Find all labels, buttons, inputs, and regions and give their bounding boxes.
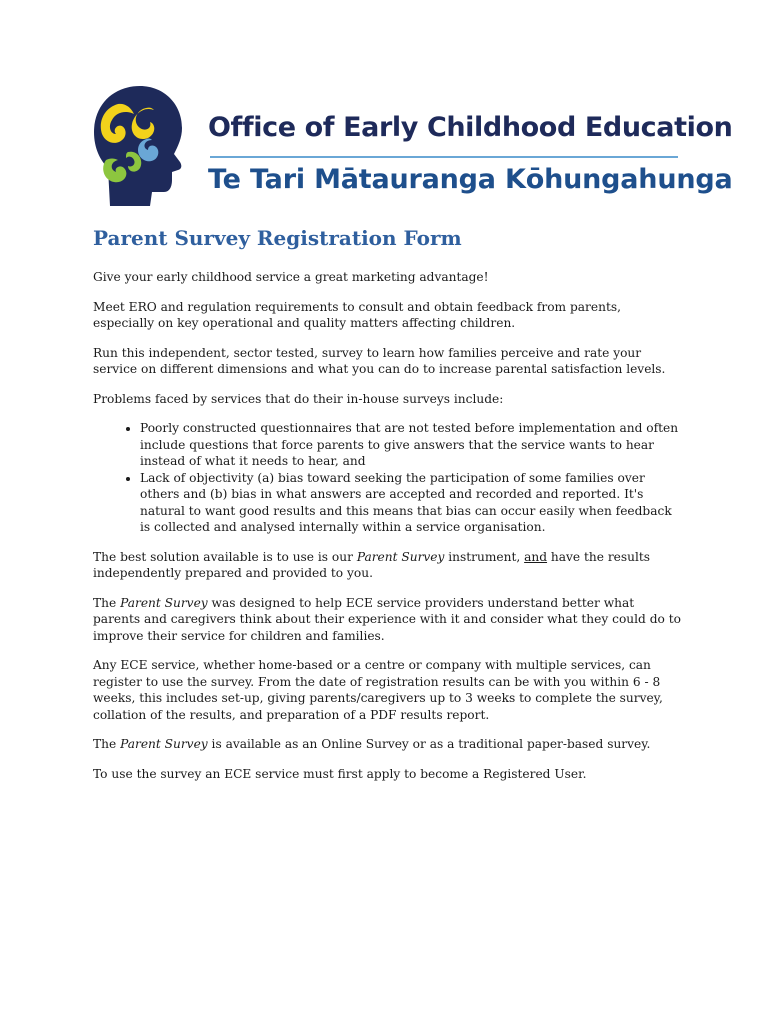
paragraph-designed — [93, 595, 683, 645]
list-item: • Lack of objectivity (a) bias toward seeking the participation of some families over others and (b) bias in what answers are accepted and recorded and reported. It's natural to want good results and this means that bias can occur easily when feedback is collected and analysed internally within a service organisation. — [140, 470, 683, 536]
text-run: have the results independently prepared and provided to you. — [93, 549, 651, 580]
paragraph-availability — [93, 736, 683, 753]
org-name-english: Office of Early Childhood Education — [208, 112, 733, 143]
parent-survey-emphasis: Parent Survey — [120, 595, 208, 610]
page-header — [90, 82, 733, 212]
underlined-and: and — [524, 549, 548, 564]
head-silhouette-logo-icon — [90, 82, 190, 210]
paragraph-registration: Any ECE service, whether home-based or a centre or company with multiple services, can register to use the survey. From the date of registration results can be with you within 6 - 8 weeks, this includes set-up, giving parents/caregivers up to 3 weeks to complete the survey, collation of the results, and preparation of a PDF results report. — [93, 658, 663, 722]
paragraph-intro: Give your early childhood service a great marketing advantage! — [93, 270, 489, 284]
text-run: is available as an Online Survey or as a traditional paper-based survey. — [207, 737, 651, 751]
text-run: was designed to help ECE service providers understand better what parents and caregivers think about their experience with it and consider what they could do to improve their service for children and families. — [93, 595, 681, 643]
problems-list — [93, 420, 683, 536]
text-run: The best solution available is to use is our — [93, 549, 357, 564]
text-run: instrument, — [444, 549, 525, 564]
paragraph-best-solution — [93, 549, 683, 582]
parent-survey-emphasis: Parent Survey — [120, 737, 208, 751]
org-name-maori: Te Tari Mātauranga Kōhungahunga — [208, 164, 733, 195]
text-run: The — [93, 737, 121, 751]
text-run: The — [93, 595, 121, 610]
list-item: • Poorly constructed questionnaires that are not tested before implementation and often include questions that force parents to give answers that the service wants to hear instead of what it needs to hear, and — [140, 420, 683, 470]
paragraph-run-survey: Run this independent, sector tested, survey to learn how families perceive and rate your service on different dimensions and what you can do to increase parental satisfaction levels. — [93, 345, 666, 376]
paragraph-ero: Meet ERO and regulation requirements to consult and obtain feedback from parents, especially on key operational and quality matters affecting children. — [93, 299, 621, 330]
paragraph-registered-user: To use the survey an ECE service must first apply to become a Registered User. — [93, 766, 587, 781]
parent-survey-emphasis: Parent Survey — [356, 549, 445, 564]
paragraph-problems: Problems faced by services that do their in-house surveys include: — [93, 391, 504, 406]
document-body — [93, 225, 683, 795]
header-divider — [210, 156, 678, 158]
document-title: Parent Survey Registration Form — [93, 226, 462, 250]
